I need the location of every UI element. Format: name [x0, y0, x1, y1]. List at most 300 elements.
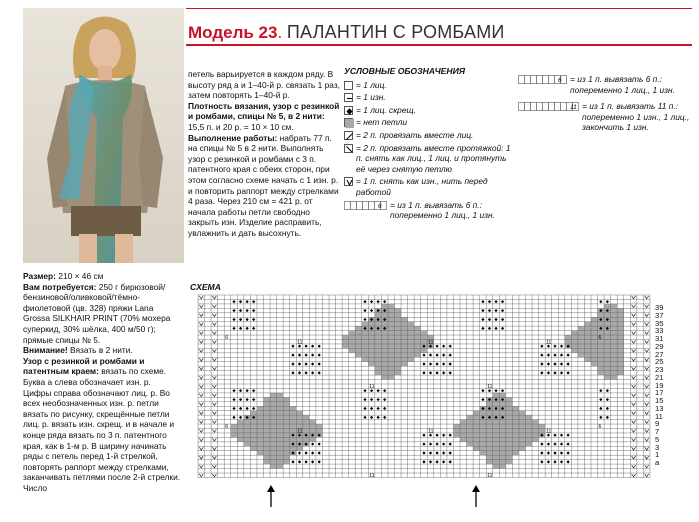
chart-cell [421, 366, 428, 370]
row-number: 15 [655, 396, 664, 405]
chart-cell [571, 340, 578, 344]
chart-cell [499, 469, 506, 473]
chart-cell [381, 348, 388, 352]
chart-cell [421, 415, 428, 419]
chart-cell [218, 393, 225, 397]
chart-cell [571, 362, 578, 366]
chart-cell [453, 357, 460, 361]
chart-cell [460, 473, 467, 477]
chart-cell [250, 353, 257, 357]
chart-cell [270, 304, 277, 308]
bind11-icon [518, 101, 579, 112]
chart-cell [630, 362, 637, 366]
chart-cell [473, 429, 480, 433]
chart-cell [244, 442, 251, 446]
chart-cell [578, 340, 585, 344]
legend-item [344, 176, 516, 197]
chart-cell [519, 317, 526, 321]
chart-cell [375, 420, 382, 424]
model-name: ПАЛАНТИН С РОМБАМИ [286, 22, 505, 42]
chart-cell [519, 299, 526, 303]
chart-cell [571, 397, 578, 401]
chart-cell [526, 451, 533, 455]
chart-cell [322, 380, 329, 384]
chart-cell [257, 442, 264, 446]
chart-cell [460, 375, 467, 379]
chart-cell [381, 322, 388, 326]
chart-cell [611, 335, 618, 339]
chart-cell [552, 437, 559, 441]
chart-cell [611, 308, 618, 312]
chart-cell [322, 460, 329, 464]
chart-cell [224, 357, 231, 361]
chart-cell [512, 455, 519, 459]
chart-cell [460, 455, 467, 459]
chart-cell [388, 326, 395, 330]
chart-cell [414, 326, 421, 330]
chart-cell [303, 388, 310, 392]
chart-cell [368, 313, 375, 317]
chart-cell [329, 451, 336, 455]
chart-cell [303, 380, 310, 384]
chart-cell [408, 380, 415, 384]
chart-cell [205, 348, 212, 352]
chart-cell [440, 375, 447, 379]
chart-cell [296, 393, 303, 397]
chart-cell [336, 366, 343, 370]
chart-cell [519, 362, 526, 366]
chart-cell [604, 322, 611, 326]
chart-cell [237, 433, 244, 437]
chart-cell [375, 411, 382, 415]
chart-cell [205, 366, 212, 370]
chart-cell [611, 357, 618, 361]
chart-cell [624, 460, 631, 464]
chart-cell [578, 362, 585, 366]
chart-cell [643, 299, 650, 303]
chart-cell [283, 366, 290, 370]
chart-cell [309, 402, 316, 406]
header-top-rule [186, 8, 692, 9]
chart-cell [552, 446, 559, 450]
chart-cell [440, 335, 447, 339]
chart-cell [499, 353, 506, 357]
chart-cell [283, 437, 290, 441]
row-number: 37 [655, 310, 664, 320]
chart-cell [322, 420, 329, 424]
chart-cell [558, 304, 565, 308]
bind6-icon [518, 74, 567, 85]
chart-cell [584, 335, 591, 339]
chart-cell [388, 362, 395, 366]
chart-cell [270, 415, 277, 419]
chart-cell [205, 304, 212, 308]
row-number: 5 [655, 434, 660, 444]
chart-cell [198, 451, 205, 455]
chart-cell [355, 375, 362, 379]
chart-cell [375, 469, 382, 473]
chart-cell [427, 420, 434, 424]
chart-cell [231, 460, 238, 464]
chart-cell [552, 384, 559, 388]
chart-cell [637, 375, 644, 379]
chart-cell [545, 473, 552, 477]
chart-cell [329, 322, 336, 326]
chart-cell [283, 406, 290, 410]
chart-cell [244, 473, 251, 477]
chart-cell [218, 335, 225, 339]
chart-cell [493, 424, 500, 428]
chart-cell [453, 335, 460, 339]
chart-cell [591, 437, 598, 441]
chart-count-label: 11 [297, 428, 303, 435]
chart-cell [617, 424, 624, 428]
chart-cell [467, 420, 474, 424]
chart-cell [565, 335, 572, 339]
chart-cell [362, 380, 369, 384]
chart-cell [480, 375, 487, 379]
chart-cell [499, 455, 506, 459]
chart-cell [434, 375, 441, 379]
chart-cell [584, 357, 591, 361]
chart-cell [303, 397, 310, 401]
chart-cell [270, 366, 277, 370]
chart-cell [395, 460, 402, 464]
chart-cell [480, 442, 487, 446]
chart-cell [395, 473, 402, 477]
chart-cell [453, 384, 460, 388]
chart-cell [558, 299, 565, 303]
chart-cell [427, 317, 434, 321]
chart-cell [532, 437, 539, 441]
chart-cell [427, 357, 434, 361]
pattern-value: вязать по схеме. Буква а слева обозначает изн. р. Цифры справа обозначают лиц. р. Во всех необозначенных изн. р. петли вязать по рисунку, скрещённые петли лиц. р. вязать изн. скрещ. и в начале и конце ряда вязать по 3 п. патентного края, как в 1-м р. В ширину начинать ряды с петель перед 1-й стрелкой, повторять раппорт между стрелками, заканчивать петлями после 2-й стрелки. Число [23, 366, 181, 493]
chart-cell [611, 375, 618, 379]
chart-cell [584, 411, 591, 415]
chart-cell [584, 406, 591, 410]
row-numbers [655, 304, 663, 467]
empty-cell-icon [344, 81, 353, 90]
chart-cell [322, 446, 329, 450]
chart-cell [512, 406, 519, 410]
chart-cell [322, 384, 329, 388]
chart-cell [539, 420, 546, 424]
chart-cell [244, 322, 251, 326]
legend-item [344, 200, 516, 221]
chart-cell [473, 348, 480, 352]
chart-cell [414, 437, 421, 441]
chart-cell [270, 433, 277, 437]
chart-cell [460, 424, 467, 428]
chart-cell [270, 335, 277, 339]
chart-cell [270, 406, 277, 410]
chart-cell [329, 406, 336, 410]
chart-cell [624, 388, 631, 392]
chart-cell [414, 446, 421, 450]
chart-cell [526, 460, 533, 464]
chart-cell [401, 331, 408, 335]
chart-cell [499, 429, 506, 433]
chart-cell [565, 348, 572, 352]
chart-cell [414, 308, 421, 312]
chart-cell [368, 429, 375, 433]
chart-cell [316, 406, 323, 410]
chart-cell [375, 446, 382, 450]
chart-cell [545, 331, 552, 335]
chart-cell [480, 380, 487, 384]
chart-cell [362, 429, 369, 433]
chart-cell [611, 322, 618, 326]
chart-cell [453, 473, 460, 477]
chart-cell [224, 460, 231, 464]
chart-cell [427, 388, 434, 392]
chart-cell [322, 402, 329, 406]
chart-cell [512, 295, 519, 299]
chart-cell [277, 362, 284, 366]
chart-cell [211, 344, 218, 348]
chart-cell [493, 446, 500, 450]
chart-cell [447, 420, 454, 424]
chart-cell [480, 460, 487, 464]
chart-cell [408, 304, 415, 308]
chart-cell [329, 344, 336, 348]
chart-cell [526, 366, 533, 370]
chart-cell [578, 357, 585, 361]
chart-cell [198, 433, 205, 437]
chart-cell [329, 317, 336, 321]
chart-cell [545, 464, 552, 468]
chart-cell [349, 357, 356, 361]
chart-cell [519, 353, 526, 357]
chart-cell [316, 335, 323, 339]
chart-cell [558, 415, 565, 419]
chart-cell [388, 437, 395, 441]
chart-cell [375, 357, 382, 361]
chart-cell [296, 375, 303, 379]
chart-cell [205, 469, 212, 473]
chart-cell [604, 460, 611, 464]
row-number: 31 [655, 334, 664, 343]
chart-cell [565, 424, 572, 428]
chart-cell [264, 340, 271, 344]
chart-cell [277, 322, 284, 326]
chart-cell [342, 340, 349, 344]
chart-cell [414, 348, 421, 352]
chart-cell [493, 469, 500, 473]
chart-cell [506, 402, 513, 406]
chart-cell [395, 446, 402, 450]
chart-cell [309, 424, 316, 428]
chart-cell [244, 455, 251, 459]
chart-cell [368, 424, 375, 428]
chart-cell [637, 424, 644, 428]
chart-cell [539, 380, 546, 384]
chart-cell [296, 366, 303, 370]
chart-cell [257, 397, 264, 401]
chart-cell [303, 348, 310, 352]
chart-cell [486, 437, 493, 441]
chart-cell [408, 393, 415, 397]
chart-cell [506, 446, 513, 450]
chart-cell [250, 304, 257, 308]
chart-cell [283, 433, 290, 437]
chart-cell [414, 406, 421, 410]
chart-cell [493, 304, 500, 308]
chart-cell [205, 397, 212, 401]
chart-cell [453, 455, 460, 459]
chart-cell [558, 420, 565, 424]
chart-cell [329, 442, 336, 446]
chart-cell [545, 415, 552, 419]
chart-cell [257, 384, 264, 388]
chart-cell [552, 429, 559, 433]
chart-cell [388, 411, 395, 415]
chart-cell [532, 469, 539, 473]
pattern-paragraph [23, 356, 181, 494]
chart-cell [349, 451, 356, 455]
chart-cell [205, 393, 212, 397]
chart-cell [480, 331, 487, 335]
chart-cell [460, 335, 467, 339]
chart-cell [532, 406, 539, 410]
chart-cell [362, 437, 369, 441]
chart-cell [316, 304, 323, 308]
chart-cell [447, 322, 454, 326]
chart-cell [322, 455, 329, 459]
chart-cell [290, 393, 297, 397]
chart-cell [368, 322, 375, 326]
chart-cell [388, 429, 395, 433]
chart-cell [512, 362, 519, 366]
chart-cell [224, 406, 231, 410]
chart-cell [198, 460, 205, 464]
chart-cell [414, 322, 421, 326]
chart-cell [270, 375, 277, 379]
chart-cell [237, 411, 244, 415]
chart-cell [388, 424, 395, 428]
chart-cell [316, 313, 323, 317]
chart-cell [591, 304, 598, 308]
chart-cell [388, 415, 395, 419]
chart-cell [277, 384, 284, 388]
chart-cell [342, 397, 349, 401]
chart-cell [545, 295, 552, 299]
chart-cell [237, 362, 244, 366]
chart-cell [250, 357, 257, 361]
chart-cell [296, 455, 303, 459]
chart-cell [329, 446, 336, 450]
chart-cell [401, 371, 408, 375]
chart-cell [604, 331, 611, 335]
chart-cell [617, 353, 624, 357]
chart-cell [421, 313, 428, 317]
chart-cell [467, 384, 474, 388]
chart-cell [440, 429, 447, 433]
chart-cell [526, 393, 533, 397]
chart-cell [388, 402, 395, 406]
chart-cell [322, 322, 329, 326]
chart-cell [408, 433, 415, 437]
chart-cell [486, 375, 493, 379]
chart-cell [342, 402, 349, 406]
chart-cell [545, 437, 552, 441]
chart-cell [506, 340, 513, 344]
chart-cell [460, 317, 467, 321]
chart-cell [224, 322, 231, 326]
chart-cell [486, 411, 493, 415]
chart-cell [368, 353, 375, 357]
chart-cell [316, 420, 323, 424]
chart-cell [434, 340, 441, 344]
chart-cell [198, 406, 205, 410]
chart-cell [539, 437, 546, 441]
chart-cell [519, 469, 526, 473]
chart-cell [591, 451, 598, 455]
chart-cell [591, 442, 598, 446]
chart-cell [506, 473, 513, 477]
chart-cell [414, 442, 421, 446]
chart-cell [558, 335, 565, 339]
chart-cell [630, 308, 637, 312]
chart-cell [552, 366, 559, 370]
chart-cell [473, 446, 480, 450]
chart-cell [539, 308, 546, 312]
chart-cell [303, 308, 310, 312]
chart-cell [545, 322, 552, 326]
chart-cell [453, 348, 460, 352]
chart-cell [453, 388, 460, 392]
chart-cell [381, 340, 388, 344]
chart-cell [224, 455, 231, 459]
chart-cell [218, 402, 225, 406]
chart-cell [460, 366, 467, 370]
chart-cell [480, 348, 487, 352]
chart-cell [467, 326, 474, 330]
chart-cell [296, 437, 303, 441]
chart-cell [277, 393, 284, 397]
chart-cell [467, 451, 474, 455]
chart-cell [460, 433, 467, 437]
chart-cell [512, 442, 519, 446]
chart-cell [473, 308, 480, 312]
chart-cell [270, 362, 277, 366]
chart-cell [205, 331, 212, 335]
chart-cell [526, 371, 533, 375]
chart-cell [264, 331, 271, 335]
chart-cell [473, 473, 480, 477]
chart-cell [205, 308, 212, 312]
chart-cell [349, 366, 356, 370]
chart-cell [198, 317, 205, 321]
chart-cell [244, 313, 251, 317]
chart-cell [224, 326, 231, 330]
chart-cell [381, 393, 388, 397]
chart-cell [355, 357, 362, 361]
chart-cell [231, 380, 238, 384]
chart-cell [218, 348, 225, 352]
chart-cell [362, 420, 369, 424]
chart-cell [467, 388, 474, 392]
chart-cell [237, 469, 244, 473]
chart-cell [447, 335, 454, 339]
chart-cell [401, 384, 408, 388]
chart-cell [231, 322, 238, 326]
chart-cell [611, 397, 618, 401]
chart-cell [440, 411, 447, 415]
chart-cell [381, 362, 388, 366]
svg-text:6: 6 [558, 77, 562, 85]
chart-cell [421, 384, 428, 388]
